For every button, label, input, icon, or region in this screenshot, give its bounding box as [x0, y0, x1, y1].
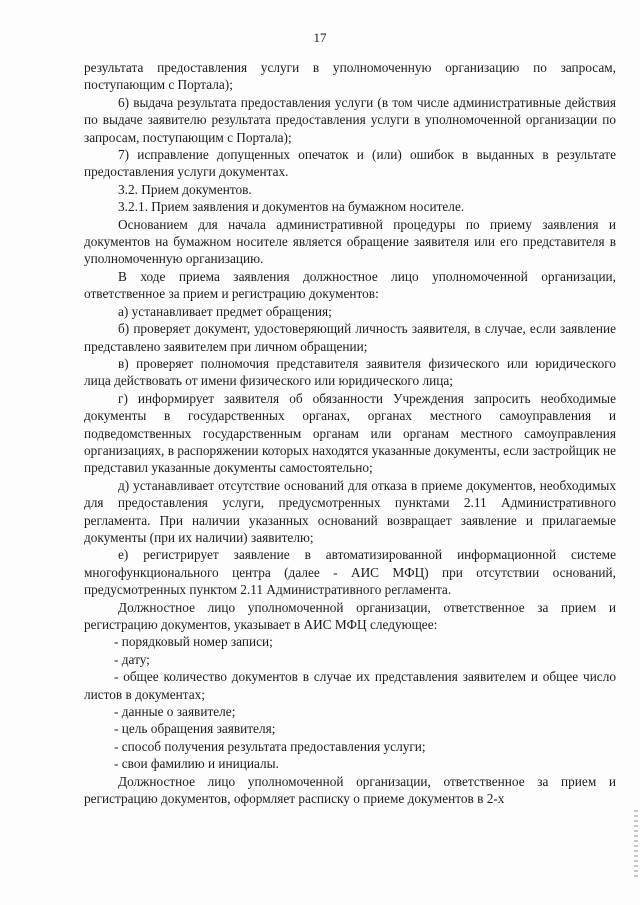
- list-item: - способ получения результата предоставления услуги;: [114, 738, 426, 754]
- list-item: - общее количество документов в случае их представления заявителем и общее число листов в документах;: [84, 669, 616, 702]
- closing-paragraph: Должностное лицо уполномоченной организации, ответственное за прием и регистрацию документов, оформляет расписку о приеме документов в 2-х: [84, 773, 616, 807]
- paragraph: В ходе приема заявления должностное лицо уполномоченной организации, ответственное за прием и регистрацию документов:: [84, 268, 616, 302]
- list-item: - свои фамилию и инициалы.: [114, 756, 279, 772]
- page-number: 17: [313, 30, 327, 45]
- paragraph: д) устанавливает отсутствие оснований для отказа в приеме документов, необходимых для предоставления услуги, предусмотренных пунктами 2.11 Административного регламента. При наличии указанных оснований возвращает заявление и прилагаемые документы (при их наличии) заявителю;: [84, 477, 616, 545]
- subsection-heading: 3.2.1. Прием заявления и документов на бумажном носителе.: [118, 199, 465, 215]
- paragraph: г) информирует заявителя об обязанности Учреждения запросить необходимые документы в государственных органах, органах местного самоуправления и подведомственных государственным органам или органам местного самоуправления организациях, в распоряжении которых находятся указанные документы, если застройщик не представил указанные документы самостоятельно;: [84, 390, 616, 476]
- scan-edge-mark: [634, 810, 638, 880]
- paragraph: б) проверяет документ, удостоверяющий личность заявителя, в случае, если заявление представлено заявителем при личном обращении;: [84, 321, 616, 354]
- paragraph: 7) исправление допущенных опечаток и (или) ошибок в выданных в результате предоставления услуги документах.: [84, 147, 616, 180]
- paragraph: а) устанавливает предмет обращения;: [118, 303, 332, 319]
- paragraph: Должностное лицо уполномоченной организации, ответственное за прием и регистрацию документов, указывает в АИС МФЦ следующее:: [84, 599, 616, 632]
- paragraph: Основанием для начала административной процедуры по приему заявления и документов на бумажном носителе является обращение заявителя или его представителя в уполномоченную организацию.: [84, 216, 616, 267]
- paragraph: результата предоставления услуги в уполномоченную организацию по запросам, поступающим с Портала);: [84, 60, 616, 93]
- paragraph: е) регистрирует заявление в автоматизированной информационной системе многофункционального центра (далее - АИС МФЦ) при отсутствии оснований, предусмотренных пунктом 2.11 Административного регламента.: [84, 547, 616, 598]
- body-text: [84, 59, 616, 807]
- list-item: - цель обращения заявителя;: [114, 721, 276, 737]
- paragraph: 6) выдача результата предоставления услуги (в том числе административные действия по выдаче заявителю результата предоставления услуги в уполномоченной организации по запросам, поступающим с Портала);: [84, 94, 616, 145]
- section-heading: 3.2. Прием документов.: [118, 181, 252, 197]
- list-item: - дату;: [114, 651, 150, 667]
- list-item: - порядковый номер записи;: [114, 634, 273, 650]
- list-item: - данные о заявителе;: [114, 704, 236, 720]
- paragraph: в) проверяет полномочия представителя заявителя физического или юридического лица действовать от имени физического или юридического лица;: [84, 355, 616, 389]
